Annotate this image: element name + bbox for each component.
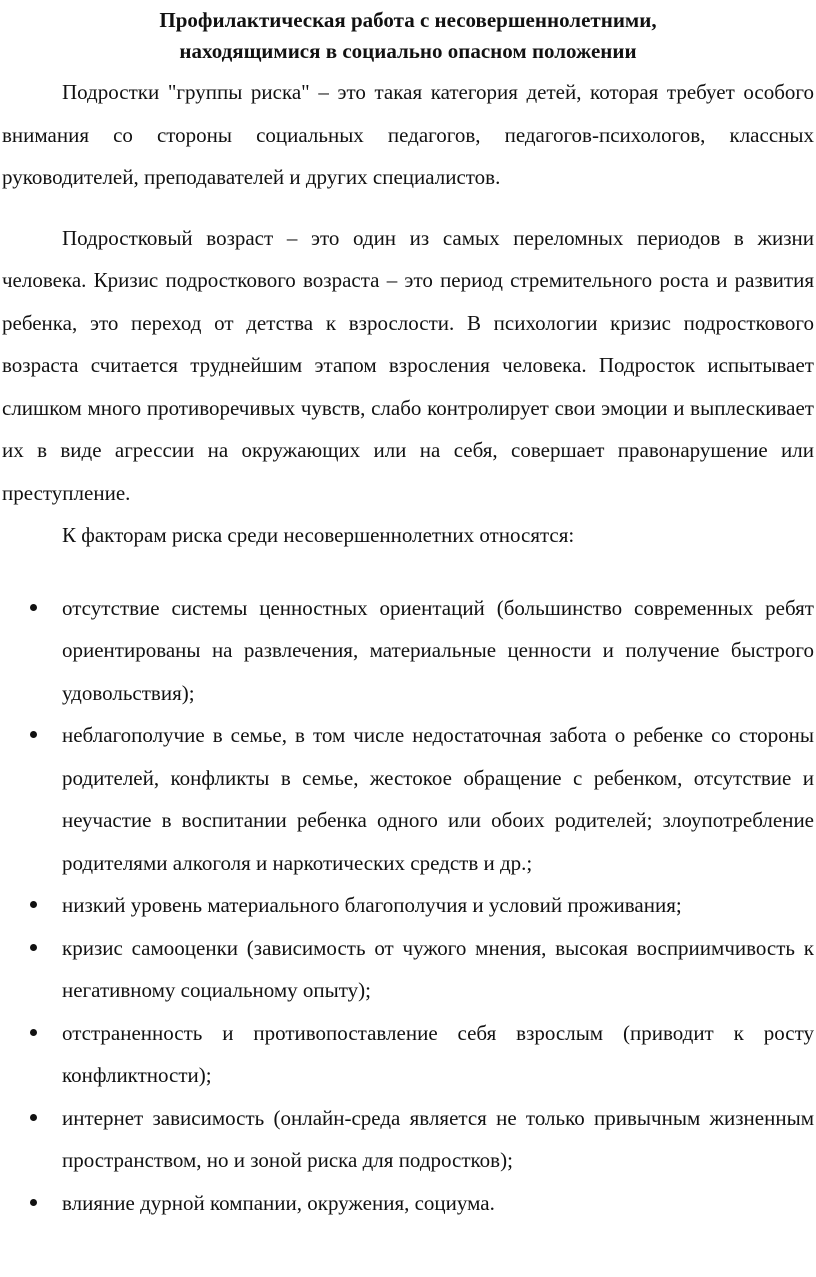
document-title [2, 0, 814, 67]
list-item-text: кризис самооценки (зависимость от чужого мнения, высокая восприимчивость к негативному социальному опыту); [62, 935, 814, 1002]
bullet-icon [30, 1199, 37, 1206]
list-item-text: отсутствие системы ценностных ориентаций (большинство современных ребят ориентированы на развлечения, материальные ценности и получение быстрого удовольствия); [62, 595, 814, 705]
risk-factors-list [2, 587, 814, 1225]
list-item-text: влияние дурной компании, окружения, социума. [62, 1190, 495, 1215]
paragraph-adolescence: Подростковый возраст – это один из самых переломных периодов в жизни человека. Кризис подросткового возраста – это период стремительного роста и развития ребенка, это переход от детства к взрослости. В психологии кризис подросткового возраста считается труднейшим этапом взросления человека. Подросток испытывает слишком много противоречивых чувств, слабо контролирует свои эмоции и выплескивает их в виде агрессии на окружающих или на себя, совершает правонарушение или преступление. [2, 225, 814, 505]
title-line-1: Профилактическая работа с несовершеннолетними, [159, 8, 657, 32]
list-item [2, 927, 814, 1012]
title-line-2: находящимися в социально опасном положении [179, 39, 637, 63]
list-item-text: низкий уровень материального благополучия и условий проживания; [62, 893, 682, 917]
bullet-icon [30, 604, 37, 611]
bullet-icon [30, 1114, 37, 1121]
bullet-icon [30, 901, 37, 908]
bullet-icon [30, 1029, 37, 1036]
list-item [2, 714, 814, 884]
list-item [2, 1182, 814, 1225]
list-item [2, 1012, 814, 1097]
bullet-icon [30, 731, 37, 738]
list-item [2, 587, 814, 715]
paragraph-risk-factors-lead: К факторам риска среди несовершеннолетних относятся: [62, 523, 575, 547]
list-item [2, 1097, 814, 1182]
list-item-text: отстраненность и противопоставление себя взрослым (приводит к росту конфликтности); [62, 1020, 814, 1087]
paragraph-intro: Подростки "группы риска" – это такая категория детей, которая требует особого внимания со стороны социальных педагогов, педагогов-психологов, классных руководителей, преподавателей и других специалистов. [2, 80, 814, 189]
list-item-text: интернет зависимость (онлайн-среда является не только привычным жизненным пространством, но и зоной риска для подростков); [62, 1105, 814, 1172]
list-item-text: неблагополучие в семье, в том числе недостаточная забота о ребенке со стороны родителей, конфликты в семье, жестокое обращение с ребенком, отсутствие и неучастие в воспитании ребенка одного или обоих родителей; злоупотребление родителями алкоголя и наркотических средств и др.; [62, 723, 814, 875]
bullet-icon [30, 944, 37, 951]
list-item [2, 884, 814, 927]
